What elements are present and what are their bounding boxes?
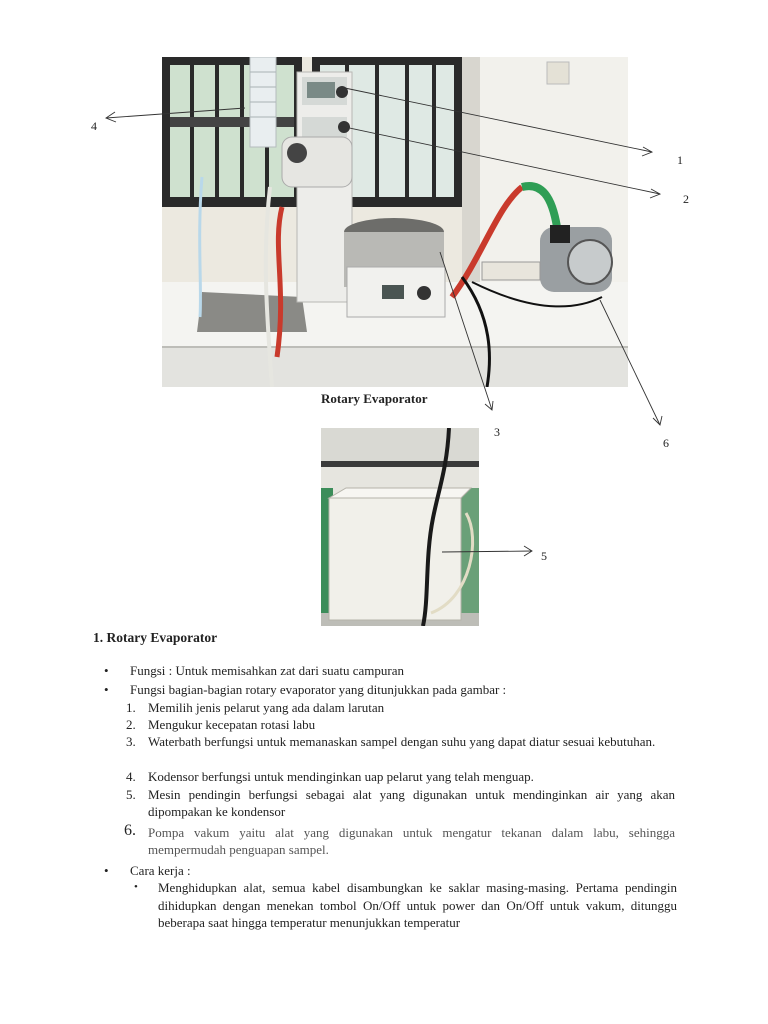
callout-1: 1 — [677, 153, 683, 167]
list-text: Memilih jenis pelarut yang ada dalam larutan — [148, 700, 385, 715]
bullet-icon: • — [134, 881, 138, 893]
callout-4: 4 — [91, 119, 97, 133]
list-text: Mengukur kecepatan rotasi labu — [148, 717, 316, 732]
sub-bullet — [134, 879, 677, 932]
bullet-text: Cara kerja : — [130, 863, 191, 878]
list-text: Waterbath berfungsi untuk memanaskan sampel dengan suhu yang dapat diatur sesuai kebutuhan. — [148, 734, 656, 749]
bullet-text: Fungsi : Untuk memisahkan zat dari suatu campuran — [130, 663, 405, 678]
section-title: 1. Rotary Evaporator — [93, 630, 218, 645]
callout-5: 5 — [541, 549, 547, 563]
list-text: Kodensor berfungsi untuk mendinginkan uap pelarut yang telah menguap. — [148, 769, 534, 784]
list-number: 5. — [126, 787, 136, 802]
figure-caption: Rotary Evaporator — [321, 391, 428, 406]
list-text: Pompa vakum yaitu alat yang digunakan untuk mengatur tekanan dalam labu, sehingga mempermudah penguapan sampel. — [148, 825, 675, 857]
list-item — [126, 699, 675, 716]
list-number: 4. — [126, 769, 136, 784]
bullet-bagian — [104, 681, 679, 698]
bullet-icon: • — [104, 863, 109, 878]
bullet-cara — [104, 862, 679, 879]
list-number: 6. — [124, 822, 136, 839]
list-item — [124, 824, 675, 858]
bullet-icon: • — [104, 682, 109, 697]
callout-3: 3 — [494, 425, 500, 439]
callout-6: 6 — [663, 436, 669, 450]
list-number: 2. — [126, 717, 136, 732]
callout-2: 2 — [683, 192, 689, 206]
bullet-icon: • — [104, 663, 109, 678]
list-item — [126, 733, 675, 750]
list-text: Mesin pendingin berfungsi sebagai alat yang digunakan untuk mendinginkan air yang akan dipompakan ke kondensor — [148, 787, 675, 819]
list-number: 1. — [126, 700, 136, 715]
bullet-fungsi — [104, 662, 679, 679]
sub-bullet-text: Menghidupkan alat, semua kabel disambungkan ke saklar masing-masing. Pertama pendingin dihidupkan dengan menekan tombol On/Off untuk power dan On/Off untuk vakum, ditunggu beberapa saat hingga temperatur menunjukkan temperatur — [158, 880, 677, 930]
list-item — [126, 768, 675, 785]
list-number: 3. — [126, 734, 136, 749]
list-item — [126, 786, 675, 820]
list-item — [126, 716, 675, 733]
bullet-text: Fungsi bagian-bagian rotary evaporator yang ditunjukkan pada gambar : — [130, 682, 507, 697]
